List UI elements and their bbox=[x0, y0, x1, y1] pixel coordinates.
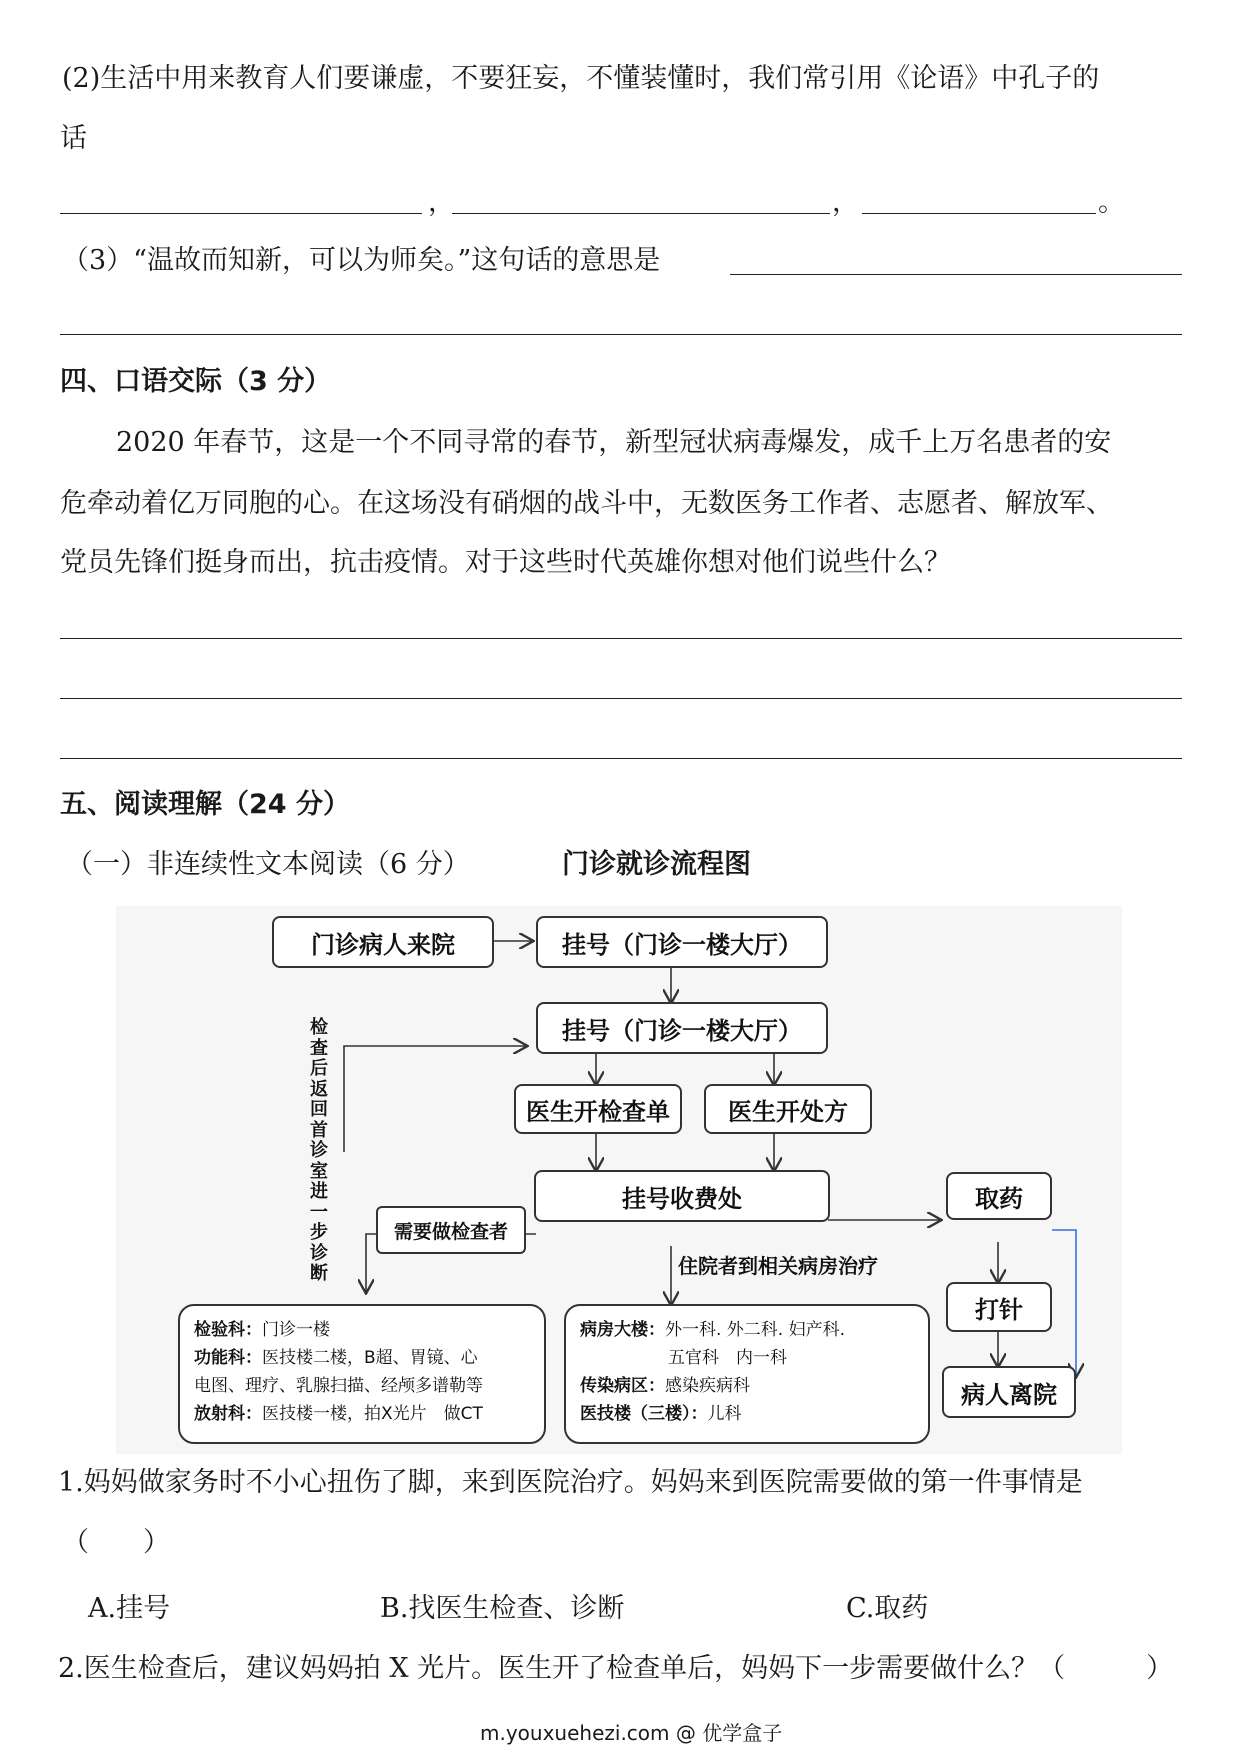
answer-line-2c[interactable] bbox=[862, 213, 1096, 214]
lab-value: 门诊一楼 bbox=[262, 1320, 330, 1340]
doctor-exam-order-box: 医生开检查单 bbox=[514, 1084, 682, 1134]
tech-value: 儿科 bbox=[707, 1404, 742, 1424]
answer-line-3b[interactable] bbox=[60, 334, 1182, 335]
doctor-prescription-box: 医生开处方 bbox=[704, 1084, 872, 1134]
get-medicine-box: 取药 bbox=[946, 1172, 1052, 1220]
q3-item3: （3）“温故而知新，可以为师矣。”这句话的意思是 bbox=[62, 245, 661, 276]
return-note-vertical: 检查后返回首诊室进一步诊断 bbox=[310, 1017, 328, 1284]
func-label: 功能科： bbox=[194, 1348, 262, 1368]
main-ward-value: 外一科. 外二科. 妇产科. bbox=[665, 1320, 846, 1340]
q1-blank[interactable]: （ ） bbox=[62, 1527, 170, 1558]
rad-value: 医技楼一楼，拍X光片 做CT bbox=[262, 1404, 483, 1424]
flowchart bbox=[116, 906, 1122, 1454]
q3-item2-line1: (2)生活中用来教育人们要谦虚，不要狂妄，不懂装懂时，我们常引用《论语》中孔子的 bbox=[62, 63, 1100, 94]
comma-2: ， bbox=[832, 187, 859, 218]
func-value: 医技楼二楼，B超、胃镜、心 bbox=[262, 1348, 478, 1368]
answer-line-4a[interactable] bbox=[60, 638, 1182, 639]
func-value-2: 电图、理疗、乳腺扫描、经颅多谱勒等 bbox=[194, 1376, 483, 1396]
answer-line-4b[interactable] bbox=[60, 698, 1182, 699]
tech-label: 医技楼（三楼）： bbox=[580, 1404, 708, 1424]
answer-line-4c[interactable] bbox=[60, 758, 1182, 759]
infect-value: 感染疾病科 bbox=[665, 1376, 750, 1396]
q2-line: 2.医生检查后，建议妈妈拍 X 光片。医生开了检查单后，妈妈下一步需要做什么？（ ） bbox=[58, 1653, 1174, 1684]
section5-sub-heading: （一）非连续性文本阅读（6 分） bbox=[66, 849, 470, 880]
answer-line-3a[interactable] bbox=[730, 274, 1182, 275]
chart-title: 门诊就诊流程图 bbox=[562, 849, 751, 880]
infect-label: 传染病区： bbox=[580, 1376, 665, 1396]
rad-label: 放射科： bbox=[194, 1404, 262, 1424]
need-exam-box: 需要做检查者 bbox=[376, 1206, 526, 1254]
main-ward-label: 病房大楼： bbox=[580, 1320, 665, 1340]
section4-para-line3: 党员先锋们挺身而出，抗击疫情。对于这些时代英雄你想对他们说些什么？ bbox=[60, 547, 951, 578]
section4-para-line1: 2020 年春节，这是一个不同寻常的春节，新型冠状病毒爆发，成千上万名患者的安 bbox=[116, 427, 1112, 458]
footer-watermark: m.youxuehezi.com @ 优学盒子 bbox=[480, 1721, 783, 1745]
exam-departments-box bbox=[178, 1304, 546, 1444]
register-box-1: 挂号（门诊一楼大厅） bbox=[536, 916, 828, 968]
lab-label: 检验科： bbox=[194, 1320, 262, 1340]
section5-heading: 五、阅读理解（24 分） bbox=[60, 789, 350, 820]
q1-option-a[interactable]: A.挂号 bbox=[88, 1593, 171, 1624]
main-ward-value-2: 五官科 内一科 bbox=[668, 1348, 787, 1368]
inpatient-label: 住院者到相关病房治疗 bbox=[678, 1254, 878, 1278]
patient-arrive-box: 门诊病人来院 bbox=[272, 916, 494, 968]
cashier-box: 挂号收费处 bbox=[534, 1170, 830, 1222]
q1-option-b[interactable]: B.找医生检查、诊断 bbox=[380, 1593, 625, 1624]
leave-box: 病人离院 bbox=[942, 1366, 1076, 1418]
register-box-2: 挂号（门诊一楼大厅） bbox=[536, 1002, 828, 1054]
period-mark: 。 bbox=[1098, 187, 1125, 218]
section4-heading: 四、口语交际（3 分） bbox=[60, 366, 332, 397]
injection-box: 打针 bbox=[946, 1282, 1052, 1332]
q1-line1: 1.妈妈做家务时不小心扭伤了脚，来到医院治疗。妈妈来到医院需要做的第一件事情是 bbox=[58, 1467, 1083, 1498]
q3-item2-line2: 话 bbox=[60, 123, 87, 154]
wards-box bbox=[564, 1304, 930, 1444]
q1-option-c[interactable]: C.取药 bbox=[846, 1593, 929, 1624]
answer-line-2a[interactable] bbox=[60, 213, 422, 214]
section4-para-line2: 危牵动着亿万同胞的心。在这场没有硝烟的战斗中，无数医务工作者、志愿者、解放军、 bbox=[60, 488, 1113, 519]
comma-1: ， bbox=[428, 187, 455, 218]
answer-line-2b[interactable] bbox=[452, 213, 830, 214]
